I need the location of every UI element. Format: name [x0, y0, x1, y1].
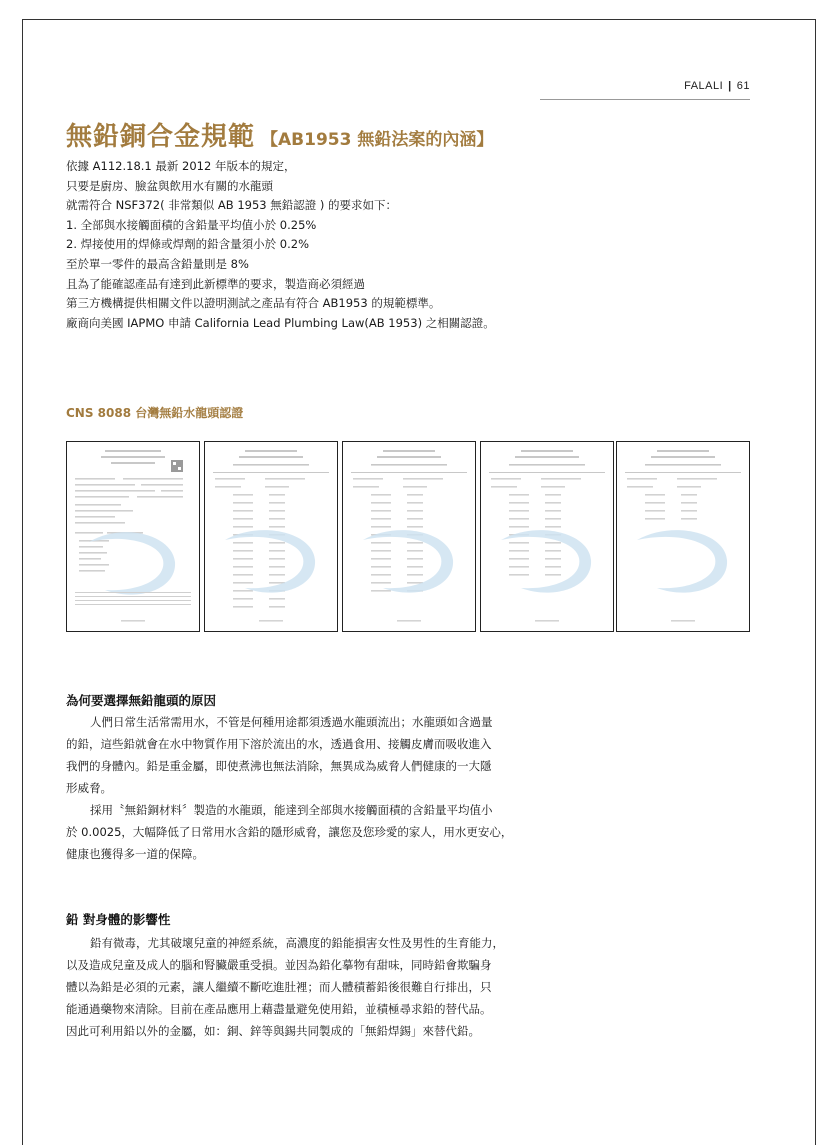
paragraph-line: 體以為鉛是必須的元素，讓人繼續不斷吃進肚裡；而人體積蓄鉛後很難自行排出，只: [66, 980, 492, 994]
page-title: [66, 116, 493, 153]
paragraph-line: 的鉛，這些鉛就會在水中物質作用下溶於流出的水，透過食用、接觸皮膚而吸收進入: [66, 737, 492, 751]
paragraph-line: 能通過藥物來清除。目前在產品應用上藉盡量避免使用鉛，並積極尋求鉛的替代品。: [66, 1002, 492, 1016]
paragraph-line: 形威脅。: [66, 781, 112, 795]
cns-section-label: CNS 8088 台灣無鉛水龍頭認證: [66, 406, 244, 420]
paragraph-line: 採用〝無鉛銅材料〞製造的水龍頭，能達到全部與水接觸面積的含鉛量平均值小: [90, 803, 493, 817]
paragraph-line: 人們日常生活常需用水，不管是何種用途都須透過水龍頭流出；水龍頭如含過量: [90, 715, 493, 729]
header-separator: |: [728, 80, 732, 92]
running-header: [684, 80, 750, 92]
certificate-2[interactable]: [204, 441, 338, 632]
intro-text: [66, 157, 536, 333]
intro-line: 只要是廚房、臉盆與飲用水有關的水龍頭: [66, 178, 273, 193]
page-title-main: 無鉛銅合金規範: [66, 122, 256, 152]
intro-line: 就需符合 NSF372( 非常類似 AB 1953 無鉛認證 ) 的要求如下：: [66, 198, 398, 213]
certificate-4[interactable]: [480, 441, 614, 632]
certificate-1[interactable]: [66, 441, 200, 632]
section-why-lead-free-body: [66, 711, 536, 865]
intro-line: 至於單一零件的最高含鉛量則是 8%: [66, 256, 249, 271]
paragraph-line: 我們的身體內。鉛是重金屬，即使煮沸也無法消除，無異成為威脅人們健康的一大隱: [66, 759, 492, 773]
intro-line: 2. 焊接使用的焊條或焊劑的鉛含量須小於 0.2%: [66, 237, 309, 252]
page-frame-left: [22, 19, 23, 1145]
certificate-gallery: [66, 441, 749, 632]
page-number: 61: [736, 80, 750, 92]
page-title-sub: 【AB1953 無鉛法案的內涵】: [261, 130, 494, 150]
certificate-5[interactable]: [616, 441, 750, 632]
paragraph-line: 以及造成兒童及成人的腦和腎臟嚴重受損。並因為鉛化摹物有甜味，同時鉛會欺騙身: [66, 958, 492, 972]
page-frame-top: [22, 19, 816, 20]
paragraph-line: 鉛有微毒，尤其破壞兒童的神經系統，高濃度的鉛能損害女性及男性的生育能力，: [90, 936, 504, 950]
intro-line: 1. 全部與水接觸面積的含鉛量平均值小於 0.25%: [66, 217, 317, 232]
header-rule: [540, 99, 750, 100]
certificate-3[interactable]: [342, 441, 476, 632]
intro-line: 且為了能確認產品有達到此新標準的要求，製造商必須經過: [66, 276, 365, 291]
intro-line: 廠商向美國 IAPMO 申請 California Lead Plumbing Law(AB 1953) 之相關認證。: [66, 315, 495, 330]
section-title-why-lead-free: 為何要選擇無鉛龍頭的原因: [66, 693, 217, 708]
section-title-lead-health: 鉛 對身體的影響性: [66, 912, 171, 927]
brand-name: FALALI: [684, 80, 724, 92]
intro-line: 第三方機構提供相關文件以證明測試之產品有符合 AB1953 的規範標準。: [66, 296, 441, 311]
paragraph-line: 於 0.0025，大幅降低了日常用水含鉛的隱形威脅，讓您及您珍愛的家人，用水更安心，: [66, 825, 513, 839]
section-lead-health-body: [66, 932, 536, 1042]
paragraph-line: 健康也獲得多一道的保障。: [66, 847, 204, 861]
intro-line: 依據 A112.18.1 最新 2012 年版本的規定，: [66, 159, 296, 173]
paragraph-line: 因此可利用鉛以外的金屬，如：銅、鋅等與錫共同製成的「無鉛焊錫」來替代鉛。: [66, 1024, 480, 1038]
